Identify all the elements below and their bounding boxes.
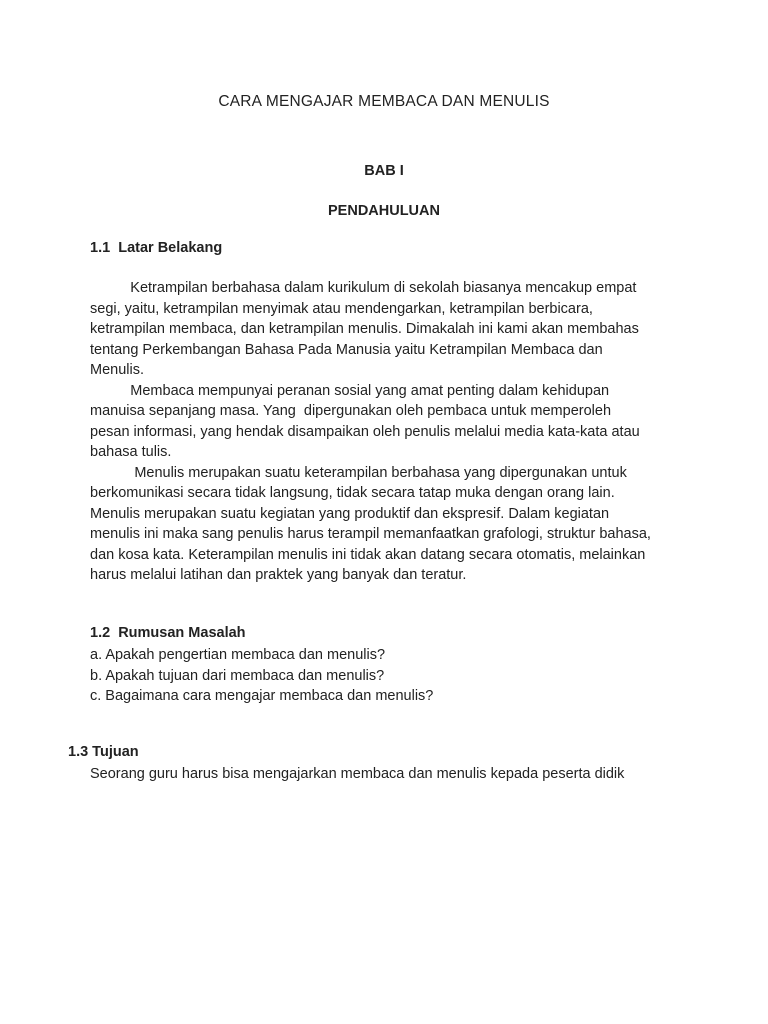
paragraph-line: bahasa tulis. xyxy=(90,444,172,460)
paragraph-line: segi, yaitu, ketrampilan menyimak atau mendengarkan, ketrampilan berbicara, xyxy=(90,300,593,317)
document-title: CARA MENGAJAR MEMBACA DAN MENULIS xyxy=(218,93,550,110)
chapter-title: PENDAHULUAN xyxy=(328,203,440,219)
section-heading-latar-belakang: 1.1 Latar Belakang xyxy=(90,240,223,256)
paragraph-line: Menulis. xyxy=(90,362,144,378)
paragraph-line: Menulis merupakan suatu kegiatan yang produktif dan ekspresif. Dalam kegiatan xyxy=(90,505,610,522)
chapter-label: BAB I xyxy=(364,163,404,179)
paragraph-line: tentang Perkembangan Bahasa Pada Manusia yaitu Ketrampilan Membaca dan xyxy=(90,341,603,358)
paragraph-line: Membaca mempunyai peranan sosial yang amat penting dalam kehidupan xyxy=(90,382,610,399)
paragraph-line: dan kosa kata. Keterampilan menulis ini tidak akan datang secara otomatis, melainkan xyxy=(90,546,646,563)
paragraph-line: Ketrampilan berbahasa dalam kurikulum di sekolah biasanya mencakup empat xyxy=(90,280,637,296)
section-heading-rumusan-masalah: 1.2 Rumusan Masalah xyxy=(90,625,246,641)
list-item: c. Bagaimana cara mengajar membaca dan menulis? xyxy=(90,688,434,704)
paragraph-line: ketrampilan membaca, dan ketrampilan menulis. Dimakalah ini kami akan membahas xyxy=(90,321,639,337)
paragraph-line: menulis ini maka sang penulis harus terampil memanfaatkan grafologi, struktur bahasa, xyxy=(90,526,651,542)
paragraph-line: harus melalui latihan dan praktek yang banyak dan teratur. xyxy=(90,567,467,583)
paragraph-line: berkomunikasi secara tidak langsung, tidak secara tatap muka dengan orang lain. xyxy=(90,485,615,501)
list-item: b. Apakah tujuan dari membaca dan menulis? xyxy=(90,667,385,684)
paragraph-line: manuisa sepanjang masa. Yang dipergunakan oleh pembaca untuk memperoleh xyxy=(90,403,612,419)
list-item: a. Apakah pengertian membaca dan menulis? xyxy=(90,647,386,663)
paragraph-line: Seorang guru harus bisa mengajarkan membaca dan menulis kepada peserta didik xyxy=(90,766,625,782)
problem-list xyxy=(90,645,433,707)
section-body-tujuan xyxy=(90,764,690,785)
section-heading-tujuan: 1.3 Tujuan xyxy=(68,744,139,760)
section-body-latar-belakang xyxy=(90,278,690,586)
paragraph-line: Menulis merupakan suatu keterampilan berbahasa yang dipergunakan untuk xyxy=(90,464,627,481)
paragraph-line: pesan informasi, yang hendak disampaikan oleh penulis melalui media kata-kata atau xyxy=(90,423,640,440)
